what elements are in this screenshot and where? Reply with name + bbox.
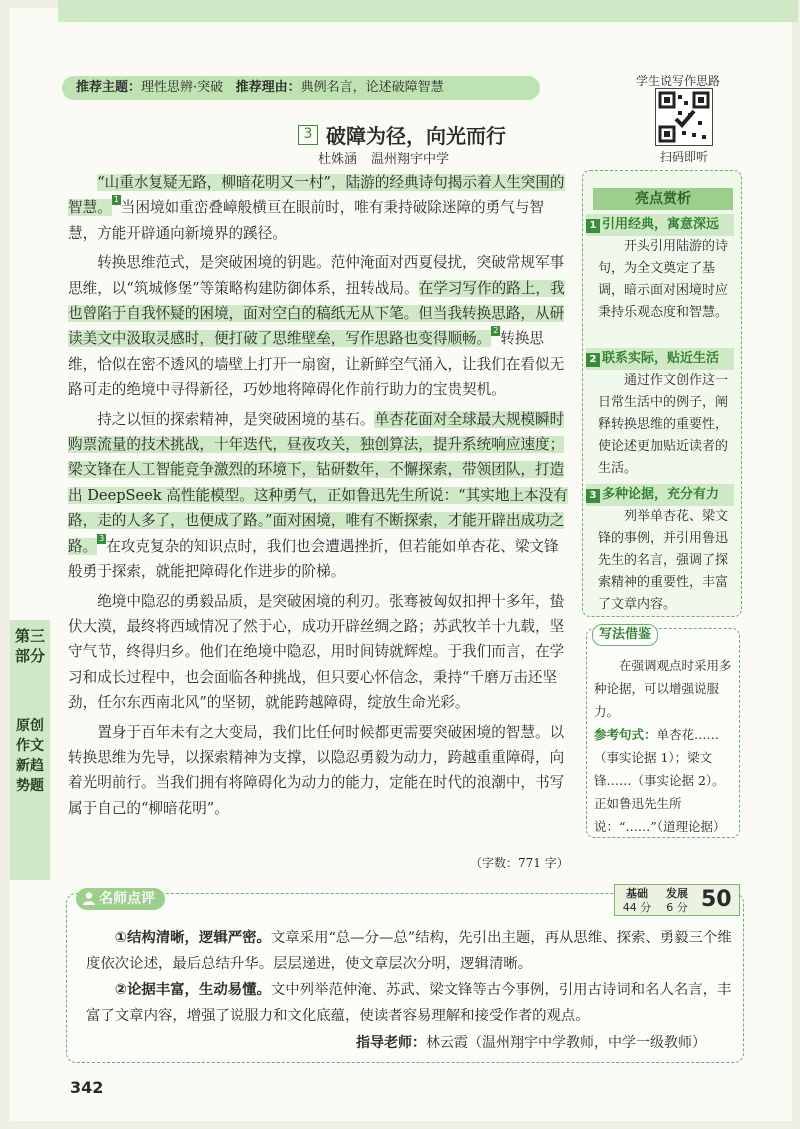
text: 持之以恒的探索精神，是突破困境的基石。 bbox=[97, 410, 375, 428]
article-title: 破障为径，向光而行 bbox=[326, 124, 506, 148]
highlight-text: 单杏花面对全球最大规模瞬时购票流量的技术挑战，十年迭代，昼夜攻关，独创算法，提升系统响应速度；梁文锋在人工智能竞争激烈的环境下，钻研数年，不懈探索，带领团队，打造出 DeepSeek 高性能模型。这种勇气，正如鲁迅先生所说：“其实地上本没有路，走的人多了，也便成了路。”面对困境，唯有不断探索，才能开辟出成功之路。 bbox=[68, 410, 568, 555]
annotation-mark: 3 bbox=[99, 533, 105, 543]
reason-value: 典例名言，论述破障智慧 bbox=[300, 80, 444, 95]
author-school: 温州翔宇中学 bbox=[371, 152, 450, 167]
writing-tip-body bbox=[594, 654, 732, 838]
score-dev bbox=[657, 887, 697, 915]
tip-reference bbox=[594, 723, 732, 838]
score-base-label: 基础 bbox=[626, 887, 648, 900]
section-part: 第三部分 bbox=[14, 627, 45, 665]
paragraph-4: 绝境中隐忍的勇毅品质，是突破困境的利刃。张骞被匈奴扣押十多年，蛰伏大漠，最终将西域情况了然于心，成功开辟丝绸之路；苏武牧羊十九载，坚守气节，终得归乡。他们在绝境中隐忍，用时间铸就辉煌。于我们而言，在学习和成长过程中，也会面临各种挑战，但只要心怀信念，秉持“千磨万击还坚劲，任尔东西南北风”的坚韧，就能跨越障碍，绽放生命光彩。 bbox=[68, 592, 565, 712]
top-color-bar bbox=[58, 0, 798, 22]
text: 在攻克复杂的知识点时，我们也会遭遇挫折，但若能如单杏花、梁文锋般勇于探索，就能把障碍化作进步的阶梯。 bbox=[68, 537, 559, 581]
article-body bbox=[68, 170, 568, 821]
review-title-text: 名师点评 bbox=[99, 891, 155, 907]
score-dev-value: 6 分 bbox=[666, 901, 688, 914]
paragraph-3 bbox=[68, 407, 568, 585]
topic-value: 理性思辨·突破 bbox=[141, 80, 224, 95]
teacher-label: 指导老师： bbox=[356, 1035, 426, 1051]
point-number: 2 bbox=[586, 353, 600, 367]
author-line bbox=[318, 148, 463, 167]
word-count: （字数：771 字） bbox=[470, 856, 569, 870]
point-heading-text: 多种论据，充分有力 bbox=[602, 487, 720, 502]
score-base-value: 44 分 bbox=[622, 901, 652, 914]
section-name: 原创作文新趋势题 bbox=[16, 718, 44, 794]
point-heading bbox=[586, 348, 734, 370]
point-text: 列举单杏花、梁文锋的事例，并引用鲁迅先生的名言，强调了探索精神的重要性，丰富了文章内容。 bbox=[598, 509, 729, 612]
article-heading bbox=[298, 120, 506, 149]
writing-tip-title: 写法借鉴 bbox=[592, 624, 658, 646]
highlight-point-1 bbox=[586, 214, 736, 324]
teacher-title: （温州翔宇中学教师，中学一级教师） bbox=[468, 1035, 706, 1051]
comment-1-head: ①结构清晰，逻辑严密。 bbox=[114, 930, 271, 946]
point-text: 通过作文创作这一日常生活中的例子，阐释转换思维的重要性，使论述更加贴近读者的生活。 bbox=[598, 373, 729, 476]
comment-2 bbox=[86, 977, 732, 1029]
article-number: 3 bbox=[298, 125, 318, 145]
highlight-point-3 bbox=[586, 484, 736, 616]
score-card bbox=[614, 884, 740, 916]
score-base bbox=[617, 887, 657, 915]
highlights-title: 亮点赏析 bbox=[593, 188, 733, 210]
tip-reference-label: 参考句式： bbox=[594, 727, 657, 742]
highlight-text: 在学习写作的路上，我也曾陷于自我怀疑的困境，面对空白的稿纸无从下笔。但当我转换思路，从研读美文中汲取灵感时，便打破了思维壁垒，写作思路也变得顺畅。 bbox=[68, 279, 565, 348]
topic-label: 推荐主题： bbox=[76, 80, 142, 95]
text: 转换思维范式，是突破困境的钥匙。范仲淹面对西夏侵扰，突破常规军事思维，以“筑城修堡”等策略构建防御体系，扭转战局。 bbox=[68, 254, 565, 297]
paragraph-5: 置身于百年未有之大变局，我们比任何时候都更需要突破困境的智慧。以转换思维为先导，以探索精神为支撑，以隐忍勇毅为动力，跨越重重障碍，向着光明前行。当我们拥有将障碍化为动力的能力，定能在时代的浪潮中，书写属于自己的“柳暗花明”。 bbox=[68, 723, 565, 817]
point-text: 开头引用陆游的诗句，为全文奠定了基调，暗示面对困境时应秉持乐观态度和智慧。 bbox=[598, 239, 729, 320]
point-heading-text: 联系实际，贴近生活 bbox=[602, 351, 720, 366]
highlight-text: “山重水复疑无路，柳暗花明又一村”，陆游的经典诗句揭示着人生突围的智慧。 bbox=[68, 174, 565, 217]
comment-1-text: 文章采用“总—分—总”结构，先引出主题，再从思维、探索、勇毅三个维度依次论述，最后总结升华。层层递进，使文章层次分明，逻辑清晰。 bbox=[86, 930, 732, 972]
annotation-mark: 1 bbox=[113, 195, 119, 205]
qr-code-icon bbox=[658, 91, 710, 143]
point-heading-text: 引用经典，寓意深远 bbox=[602, 217, 720, 232]
annotation-mark: 2 bbox=[493, 326, 499, 336]
recommendation-band bbox=[62, 76, 540, 100]
point-number: 3 bbox=[586, 489, 600, 503]
page-number: 342 bbox=[70, 1078, 104, 1097]
score-dev-label: 发展 bbox=[666, 887, 688, 900]
author-name: 杜姝涵 bbox=[318, 152, 358, 167]
review-body bbox=[86, 925, 732, 1029]
comment-2-head: ②论据丰富，生动易懂。 bbox=[114, 982, 271, 998]
person-icon bbox=[82, 891, 96, 905]
paragraph-2 bbox=[68, 250, 568, 402]
tip-reference-text: 单杏花……（事实论据 1）；梁文锋……（事实论据 2）。正如鲁迅先生所说：“……”（道理论据） bbox=[594, 727, 726, 834]
teacher-line bbox=[356, 1032, 706, 1052]
paragraph-1 bbox=[68, 170, 568, 246]
point-heading bbox=[586, 214, 734, 236]
highlight-point-2 bbox=[586, 348, 736, 480]
review-title bbox=[76, 888, 165, 910]
qr-scan-label: 扫码即听 bbox=[660, 150, 709, 164]
comment-2-text: 文中列举范仲淹、苏武、梁文锋等古今事例，引用古诗词和名人名言，丰富了文章内容，增强了说服力和文化底蕴，使读者容易理解和接受作者的观点。 bbox=[86, 982, 732, 1024]
point-heading bbox=[586, 484, 734, 506]
text: 当困境如重峦叠嶂般横亘在眼前时，唯有秉持破除迷障的勇气与智慧，方能开辟通向新境界的蹊径。 bbox=[68, 199, 545, 242]
score-total: 50 bbox=[701, 887, 732, 912]
tip-text: 在强调观点时采用多种论据，可以增强说服力。 bbox=[594, 658, 732, 719]
qr-label: 学生说写作思路 bbox=[636, 74, 721, 88]
teacher-name: 林云霞 bbox=[426, 1035, 468, 1051]
point-number: 1 bbox=[586, 219, 600, 233]
reason-label: 推荐理由： bbox=[235, 80, 301, 95]
text: 转换思维，恰似在密不透风的墙壁上打开一扇窗，让新鲜空气涌入，让我们在看似无路可走的绝境中寻得新径，巧妙地将障碍化作前行助力的宝贵契机。 bbox=[68, 330, 565, 399]
comment-1 bbox=[86, 925, 732, 977]
qr-code[interactable] bbox=[655, 88, 713, 146]
